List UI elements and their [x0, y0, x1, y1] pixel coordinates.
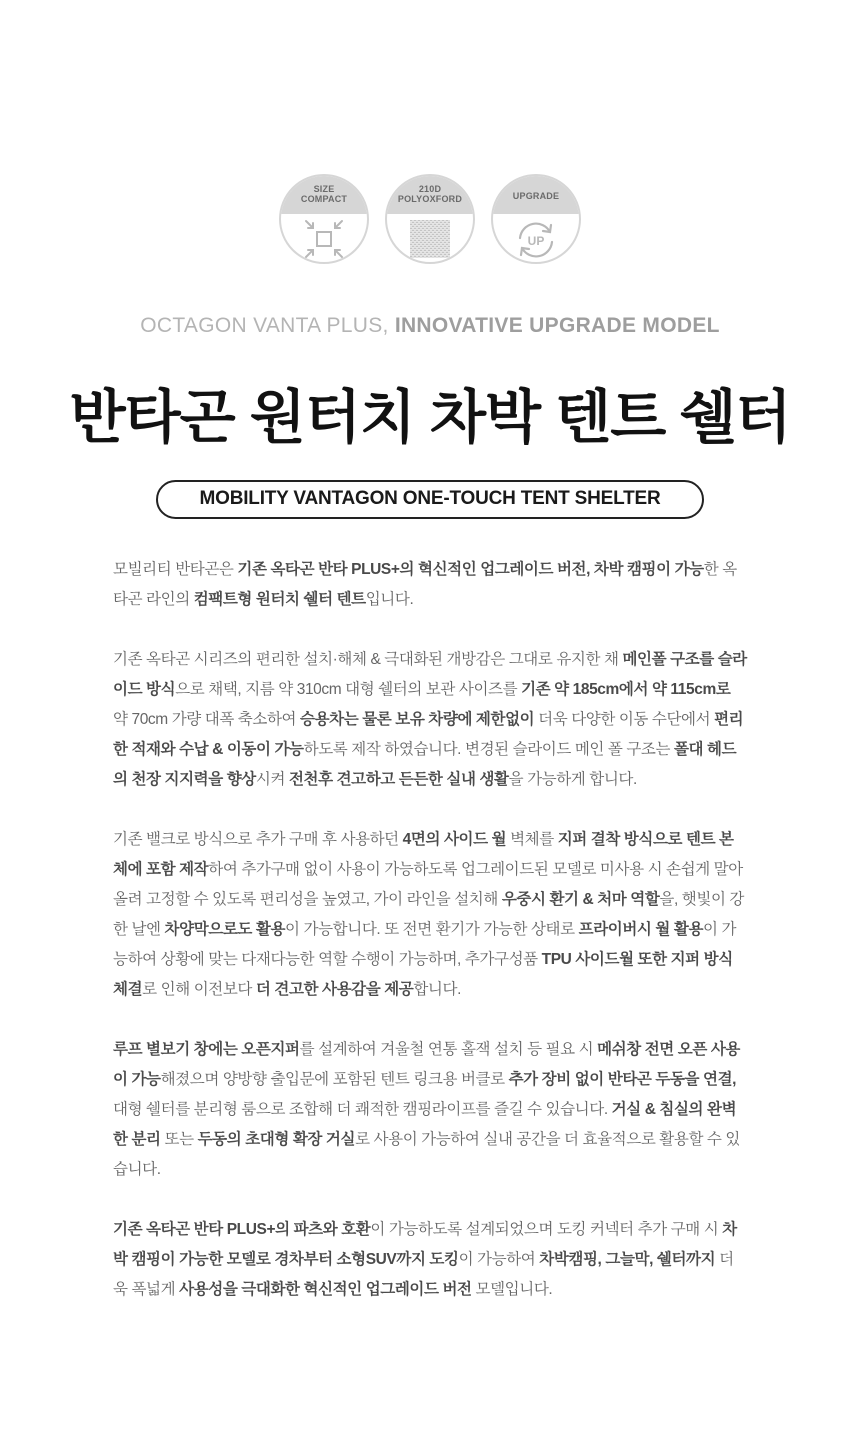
highlight-text: 루프 별보기 창에는 오픈지퍼 [113, 1041, 300, 1058]
paragraph-text: 을, 햇빛이 강한 날엔 [113, 891, 744, 938]
paragraph-text: 해졌으며 양방향 출입문에 포함된 텐트 링크용 버클로 [160, 1071, 509, 1088]
paragraph-text: 또는 [160, 1131, 198, 1148]
paragraph-text: 하여 추가구매 없이 사용이 가능하도록 업그레이드된 모델로 미사용 시 손쉽게 말아올려 고정할 수 있도록 편리성을 높였고, 가이 라인을 설치해 [113, 861, 743, 908]
english-title-pill: MOBILITY VANTAGON ONE-TOUCH TENT SHELTER [156, 480, 704, 519]
highlight-text: 승용차는 물론 보유 차량에 제한없이 [300, 711, 535, 728]
description-paragraph [113, 645, 747, 795]
highlight-text: 두동의 초대형 확장 거실 [197, 1131, 356, 1148]
paragraph-text: 기존 밸크로 방식으로 추가 구매 후 사용하던 [113, 831, 403, 848]
highlight-text: 전천후 견고하고 든든한 실내 생활 [288, 771, 509, 788]
description-paragraph [113, 1215, 747, 1305]
paragraph-text: 더욱 다양한 이동 수단에서 [534, 711, 715, 728]
highlight-text: 더 견고한 사용감을 제공 [255, 981, 414, 998]
badge-label: SIZE COMPACT [300, 184, 348, 204]
highlight-text: 지퍼 결착 방식으로 텐트 본체에 포함 제작 [113, 831, 734, 878]
paragraph-text: 이 가능하여 [458, 1251, 540, 1268]
paragraph-text: 하도록 제작 하였습니다. 변경된 슬라이드 메인 폴 구조는 [303, 741, 674, 758]
highlight-text: TPU 사이드월 또한 지퍼 방식 체결 [113, 951, 733, 998]
highlight-text: 차박 캠핑이 가능한 모델로 경차부터 소형SUV까지 도킹 [113, 1221, 737, 1268]
paragraph-text: 으로 채택, 지름 약 310cm 대형 쉘터의 보관 사이즈를 [175, 681, 522, 698]
highlight-text: 컴팩트형 원터치 쉘터 텐트 [193, 591, 366, 608]
highlight-text: 추가 장비 없이 반타곤 두동을 연결, [508, 1071, 737, 1088]
highlight-text: 메인폴 구조를 슬라이드 방식 [113, 651, 747, 698]
paragraph-text: 를 설계하여 겨울철 연통 홀잭 설치 등 필요 시 [299, 1041, 598, 1058]
description-body [113, 555, 747, 1335]
highlight-text: 기존 옥타곤 반타 PLUS+의 혁신적인 업그레이드 버전, 차박 캠핑이 가능 [237, 561, 704, 578]
paragraph-text: 더욱 폭넓게 [113, 1251, 734, 1298]
highlight-text: 기존 옥타곤 반타 PLUS+의 파츠와 호환 [113, 1221, 371, 1238]
highlight-text: 거실 & 침실의 완벽한 분리 [113, 1101, 737, 1148]
paragraph-text: 한 옥타곤 라인의 [113, 561, 737, 608]
description-paragraph [113, 825, 747, 1005]
subtitle-light: OCTAGON VANTA PLUS, [140, 314, 389, 337]
paragraph-text: 을 가능하게 합니다. [508, 771, 637, 788]
highlight-text: 우중시 환기 & 처마 역할 [501, 891, 660, 908]
highlight-text: 기존 약 185cm에서 약 115cm로 [521, 681, 731, 698]
badge-polyoxford [385, 174, 475, 264]
paragraph-text: 이 가능하여 상황에 맞는 다재다능한 역할 수행이 가능하며, 추가구성품 [113, 921, 737, 968]
paragraph-text: 대형 쉘터를 분리형 룸으로 조합해 더 쾌적한 캠핑라이프를 즐길 수 있습니다. [113, 1101, 612, 1118]
model-subtitle [0, 314, 860, 338]
upgrade-cycle-icon [514, 218, 558, 262]
subtitle-bold: INNOVATIVE UPGRADE MODEL [394, 314, 720, 337]
badge-label: UPGRADE [512, 191, 560, 201]
paragraph-text: 합니다. [413, 981, 461, 998]
badge-label: 210D POLYOXFORD [397, 184, 463, 204]
badge-size-compact [279, 174, 369, 264]
description-paragraph [113, 1035, 747, 1185]
paragraph-text: 로 사용이 가능하여 실내 공간을 더 효율적으로 활용할 수 있습니다. [113, 1131, 740, 1178]
paragraph-text: 이 가능합니다. 또 전면 환기가 가능한 상태로 [285, 921, 579, 938]
paragraph-text: 이 가능하도록 설계되었으며 도킹 커넥터 추가 구매 시 [370, 1221, 723, 1238]
paragraph-text: 모델입니다. [471, 1281, 553, 1298]
paragraph-text: 로 인해 이전보다 [142, 981, 256, 998]
highlight-text: 프라이버시 월 활용 [578, 921, 704, 938]
highlight-text: 차박캠핑, 그늘막, 쉘터까지 [539, 1251, 716, 1268]
description-paragraph [113, 555, 747, 615]
paragraph-text: 벽체를 [506, 831, 558, 848]
paragraph-text: 시켜 [255, 771, 289, 788]
paragraph-text: 모빌리티 반타곤은 [113, 561, 238, 578]
feature-badges [0, 174, 860, 264]
compact-arrows-icon [303, 218, 345, 260]
highlight-text: 사용성을 극대화한 혁신적인 업그레이드 버전 [179, 1281, 472, 1298]
paragraph-text: 약 70cm 가량 대폭 축소하여 [113, 711, 300, 728]
highlight-text: 편리한 적재와 수납 & 이동이 가능 [113, 711, 744, 758]
highlight-text: 폴대 헤드의 천장 지지력을 향상 [113, 741, 737, 788]
page-title: 반타곤 원터치 차박 텐트 쉘터 [69, 385, 791, 450]
highlight-text: 차양막으로도 활용 [164, 921, 286, 938]
paragraph-text: 기존 옥타곤 시리즈의 편리한 설치·해체 & 극대화된 개방감은 그대로 유지한 채 [113, 651, 623, 668]
upgrade-icon-text: UP [527, 234, 545, 248]
paragraph-text: 입니다. [365, 591, 414, 608]
badge-upgrade [491, 174, 581, 264]
highlight-text: 메쉬창 전면 오픈 사용이 가능 [113, 1041, 740, 1088]
highlight-text: 4면의 사이드 월 [402, 831, 507, 848]
fabric-weave-icon [408, 218, 452, 260]
